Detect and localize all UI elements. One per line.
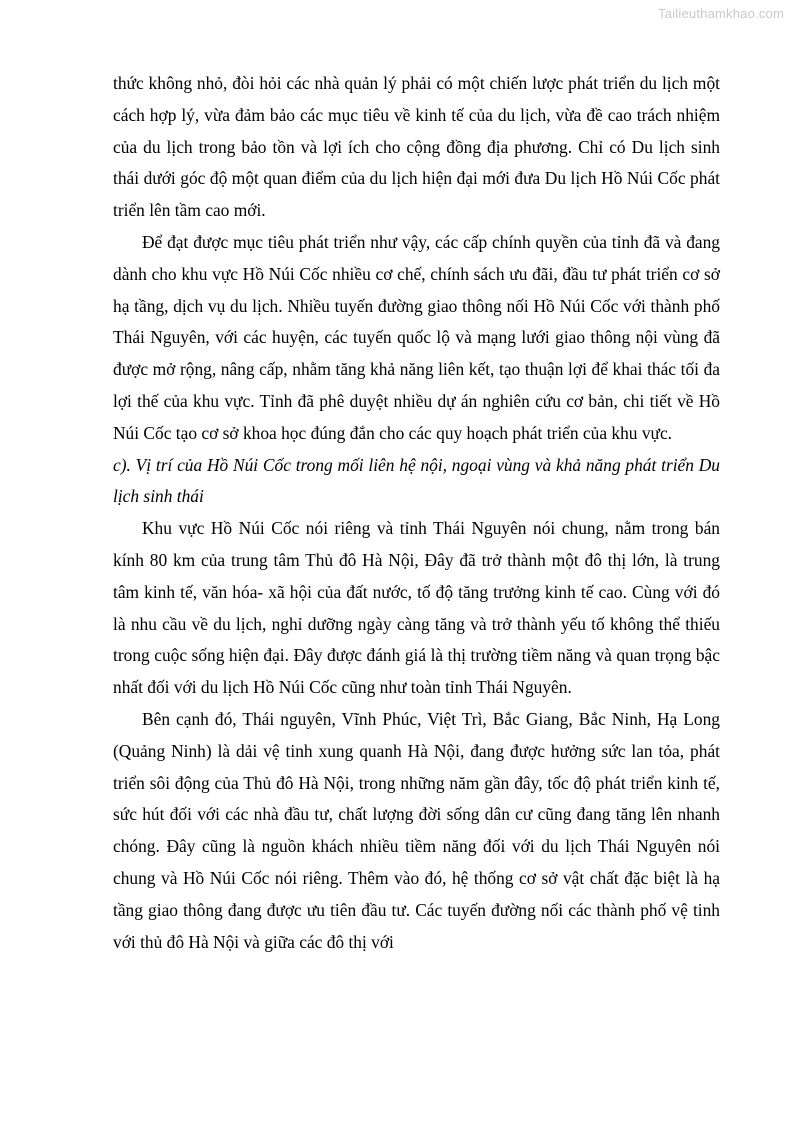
paragraph-continuation: thức không nhỏ, đòi hỏi các nhà quản lý phải có một chiến lược phát triển du lịch một cách hợp lý, vừa đảm bảo các mục tiêu về kinh tế của du lịch, vừa đề cao trách nhiệm của du lịch trong bảo tồn và lợi ích cho cộng đồng địa phương. Chỉ có Du lịch sinh thái dưới góc độ một quan điểm của du lịch hiện đại mới đưa Du lịch Hồ Núi Cốc phát triển lên tầm cao mới. (113, 73, 720, 221)
document-body (113, 68, 720, 958)
section-heading-c: c). Vị trí của Hồ Núi Cốc trong mối liên hệ nội, ngoại vùng và khả năng phát triển Du lịch sinh thái (113, 454, 720, 507)
watermark-text: Tailieuthamkhao.com (658, 6, 784, 21)
paragraph-hanoi-proximity: Khu vực Hồ Núi Cốc nói riêng và tỉnh Thái Nguyên nói chung, nằm trong bán kính 80 km của trung tâm Thủ đô Hà Nội, Đây đã trở thành một đô thị lớn, là trung tâm kinh tế, văn hóa- xã hội của đất nước, tố độ tăng trưởng kinh tế cao. Cùng với đó là nhu cầu về du lịch, nghỉ dưỡng ngày càng tăng và trở thành yếu tố không thể thiếu trong cuộc sống hiện đại. Đây được đánh giá là thị trường tiềm năng và quan trọng bậc nhất đối với du lịch Hồ Núi Cốc cũng như toàn tỉnh Thái Nguyên. (113, 518, 720, 698)
paragraph-investment-policy: Để đạt được mục tiêu phát triển như vậy, các cấp chính quyền của tỉnh đã và đang dành cho khu vực Hồ Núi Cốc nhiều cơ chế, chính sách ưu đãi, đầu tư phát triển cơ sở hạ tầng, dịch vụ du lịch. Nhiều tuyến đường giao thông nối Hồ Núi Cốc với thành phố Thái Nguyên, với các huyện, các tuyến quốc lộ và mạng lưới giao thông nội vùng đã được mở rộng, nâng cấp, nhằm tăng khả năng liên kết, tạo thuận lợi để khai thác tối đa lợi thế của khu vực. Tỉnh đã phê duyệt nhiều dự án nghiên cứu cơ bản, chi tiết về Hồ Núi Cốc tạo cơ sở khoa học đúng đắn cho các quy hoạch phát triển của khu vực. (113, 231, 720, 443)
paragraph-satellite-cities: Bên cạnh đó, Thái nguyên, Vĩnh Phúc, Việt Trì, Bắc Giang, Bắc Ninh, Hạ Long (Quảng Ninh) là dải vệ tinh xung quanh Hà Nội, đang được hưởng sức lan tỏa, phát triển sôi động của Thủ đô Hà Nội, trong những năm gần đây, tốc độ phát triển kinh tế, sức hút đối với các nhà đầu tư, chất lượng đời sống dân cư cũng đang tăng lên nhanh chóng. Đây cũng là nguồn khách nhiều tiềm năng đối với du lịch Thái Nguyên nói chung và Hồ Núi Cốc nói riêng. Thêm vào đó, hệ thống cơ sở vật chất đặc biệt là hạ tầng giao thông đang được ưu tiên đầu tư. Các tuyến đường nối các thành phố vệ tinh với thủ đô Hà Nội và giữa các đô thị với (113, 708, 720, 952)
